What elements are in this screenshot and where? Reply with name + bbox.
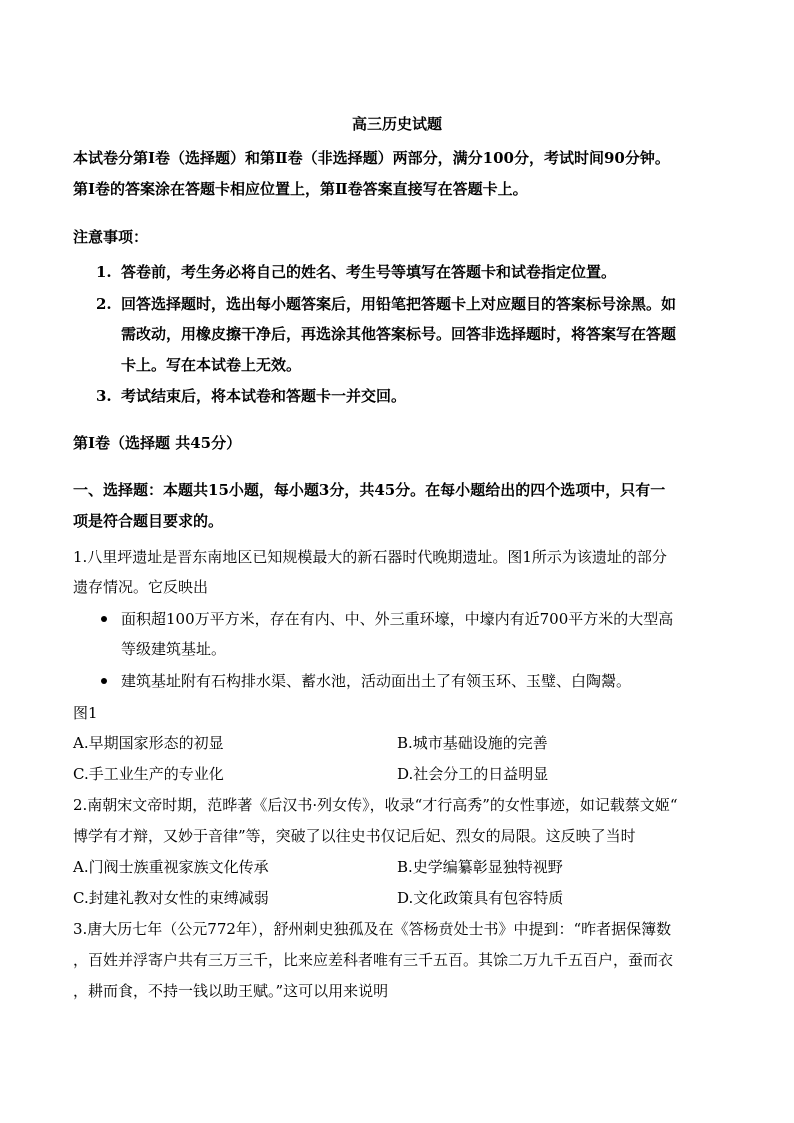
question-1-option-d: D.社会分工的日益明显 xyxy=(397,765,549,783)
question-3-stem-line-2: ，百姓并浮寄户共有三万三千，比来应差科者唯有三千五百。其馀二万九千五百户，蚕而衣 xyxy=(73,951,674,969)
question-1-figure-label: 图1 xyxy=(73,704,98,722)
question-1-stem-line-2: 遗存情况。它反映出 xyxy=(73,578,209,596)
question-3-stem-line-3: ，耕而食，不持一钱以助王赋。”这可以用来说明 xyxy=(73,982,389,1000)
bullet-dot-icon xyxy=(101,678,107,684)
question-3-stem-line-1: 3.唐大历七年（公元772年），舒州刺史独孤及在《答杨贲处士书》中提到：“昨者据保簿数 xyxy=(73,920,672,938)
page-title: 高三历史试题 xyxy=(351,115,442,133)
notice-item-2-line-3: 卡上。写在本试卷上无效。 xyxy=(121,356,302,374)
notice-item-2-number: 2. xyxy=(96,295,112,313)
intro-line-1: 本试卷分第Ⅰ卷（选择题）和第Ⅱ卷（非选择题）两部分，满分100分，考试时间90分钟。 xyxy=(73,149,670,167)
question-1-stem-line-1: 1.八里坪遗址是晋东南地区已知规模最大的新石器时代晚期遗址。图1所示为该遗址的部分 xyxy=(73,548,667,566)
question-2-option-c: C.封建礼教对女性的束缚减弱 xyxy=(73,889,269,907)
question-1-option-a: A.早期国家形态的初显 xyxy=(73,734,224,752)
question-2-stem-line-2: 博学有才辩，又妙于音律”等，突破了以往史书仅记后妃、烈女的局限。这反映了当时 xyxy=(73,827,636,845)
notice-item-3-number: 3. xyxy=(96,387,112,405)
question-2-option-d: D.文化政策具有包容特质 xyxy=(397,889,564,907)
question-1-option-b: B.城市基础设施的完善 xyxy=(397,734,548,752)
question-2-option-b: B.史学编纂彰显独特视野 xyxy=(397,858,563,876)
question-1-option-c: C.手工业生产的专业化 xyxy=(73,765,224,783)
notice-item-1-number: 1. xyxy=(96,263,112,281)
notice-item-2-line-1: 回答选择题时，选出每小题答案后，用铅笔把答题卡上对应题目的答案标号涂黑。如 xyxy=(121,295,677,313)
section-heading: 第Ⅰ卷（选择题 共45分） xyxy=(73,434,242,452)
section-instruction-line-1: 一、选择题：本题共15小题，每小题3分，共45分。在每小题给出的四个选项中，只有一 xyxy=(73,481,666,499)
notice-item-3-text: 考试结束后，将本试卷和答题卡一并交回。 xyxy=(121,387,407,405)
section-instruction-line-2: 项是符合题目要求的。 xyxy=(73,512,224,530)
bullet-dot-icon xyxy=(101,616,107,622)
notice-item-1-text: 答卷前，考生务必将自己的姓名、考生号等填写在答题卡和试卷指定位置。 xyxy=(121,263,617,281)
question-1-bullet-2-line-1: 建筑基址附有石构排水渠、蓄水池，活动面出土了有领玉环、玉璧、白陶鬶。 xyxy=(121,672,632,690)
notice-heading: 注意事项： xyxy=(73,228,149,246)
question-2-option-a: A.门阀士族重视家族文化传承 xyxy=(73,858,269,876)
question-1-bullet-1-line-2: 等级建筑基址。 xyxy=(121,640,227,658)
question-1-bullet-1-line-1: 面积超100万平方米，存在有内、中、外三重环壕，中壕内有近700平方米的大型高 xyxy=(121,610,674,628)
question-2-stem-line-1: 2.南朝宋文帝时期，范晔著《后汉书·列女传》，收录“才行高秀”的女性事迹，如记载蔡文姬“ xyxy=(73,796,678,814)
notice-item-2-line-2: 需改动，用橡皮擦干净后，再选涂其他答案标号。回答非选择题时，将答案写在答题 xyxy=(121,325,677,343)
intro-line-2: 第Ⅰ卷的答案涂在答题卡相应位置上，第Ⅱ卷答案直接写在答题卡上。 xyxy=(73,180,528,198)
